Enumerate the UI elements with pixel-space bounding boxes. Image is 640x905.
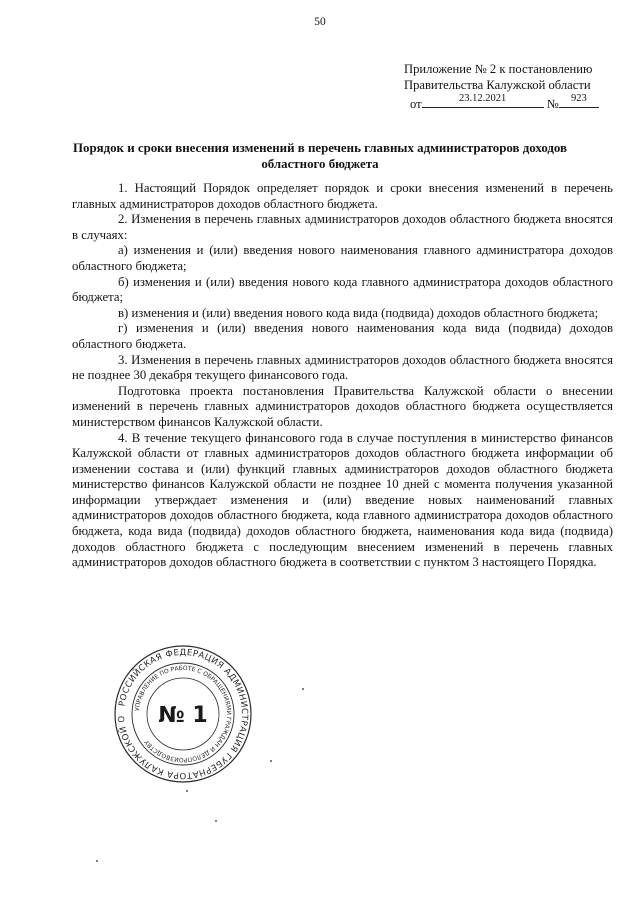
resolution-date: 23.12.2021 <box>459 92 507 104</box>
scan-speck <box>215 820 217 822</box>
appendix-header <box>404 62 624 113</box>
paragraph-2c: в) изменения и (или) введения нового кода вида (подвида) доходов областного бюджета; <box>118 305 599 320</box>
stamp-seal-graphic <box>113 644 253 784</box>
scan-speck <box>186 790 188 792</box>
appendix-line-1: Приложение № 2 к постановлению <box>404 62 593 76</box>
from-label: от <box>410 97 422 111</box>
page-number: 50 <box>314 16 326 28</box>
scan-speck <box>270 760 272 762</box>
scan-speck <box>96 860 98 862</box>
appendix-line-2: Правительства Калужской области <box>404 77 591 92</box>
paragraph-2d: г) изменения и (или) введения нового наименования кода вида (подвида) доходов областного бюджета. <box>72 321 613 351</box>
appendix-date-line <box>404 93 624 113</box>
paragraph-2b: б) изменения и (или) введения нового кода главного администратора доходов областного бюджета; <box>72 274 613 305</box>
stamp-inner-text: УПРАВЛЕНИЕ ПО РАБОТЕ С ОБРАЩЕНИЯМИ ГРАЖДАН И ДЕЛОПРОИЗВОДСТВУ <box>134 664 233 764</box>
document-body <box>72 181 613 571</box>
paragraph-4: 4. В течение текущего финансового года в случае поступления в министерство финансов Калужской области от главных администраторов доходов областного бюджета информации об изменении состава и (или) функций главных администраторов доходов областного бюджета министерство финансов Калужской области не позднее 10 дней с момента получения указанной информации утверждает изменения и (или) введение новых наименований главных администраторов доходов областного бюджета, кода главного администратора доходов областного бюджета, кода вида (подвида) доходов областного бюджета, наименования кода вида (подвида) доходов областного бюджета с последующим внесением изменений в перечень главных администраторов доходов областного бюджета в соответствии с пунктом 3 настоящего Порядка. <box>72 430 613 570</box>
paragraph-3: 3. Изменения в перечень главных администраторов доходов областного бюджета вносятся не позднее 30 декабря текущего финансового года. <box>72 352 613 383</box>
paragraph-2: 2. Изменения в перечень главных администраторов доходов областного бюджета вносятся в случаях: <box>72 212 613 242</box>
scan-speck <box>302 688 304 690</box>
paragraph-1: 1. Настоящий Порядок определяет порядок и сроки внесения изменений в перечень главных администраторов доходов областного бюджета. <box>72 181 613 211</box>
paragraph-2a: а) изменения и (или) введения нового наименования главного администратора доходов областного бюджета; <box>72 243 613 273</box>
number-label: № <box>546 97 559 111</box>
document-title: Порядок и сроки внесения изменений в перечень главных администраторов доходов областного бюджета <box>72 141 568 171</box>
stamp-center-number: № 1 <box>158 703 208 728</box>
resolution-number: 923 <box>570 92 587 104</box>
official-stamp <box>113 644 253 784</box>
stamp-outer-text: РОССИЙСКАЯ ФЕДЕРАЦИЯ АДМИНИСТРАЦИЯ ГУБЕРНАТОРА КАЛУЖСКОЙ О <box>116 647 250 781</box>
paragraph-3-continued: Подготовка проекта постановления Правительства Калужской области о внесении изменений в перечень главных администраторов доходов областного бюджета осуществляется министерством финансов Калужской области. <box>72 383 613 429</box>
